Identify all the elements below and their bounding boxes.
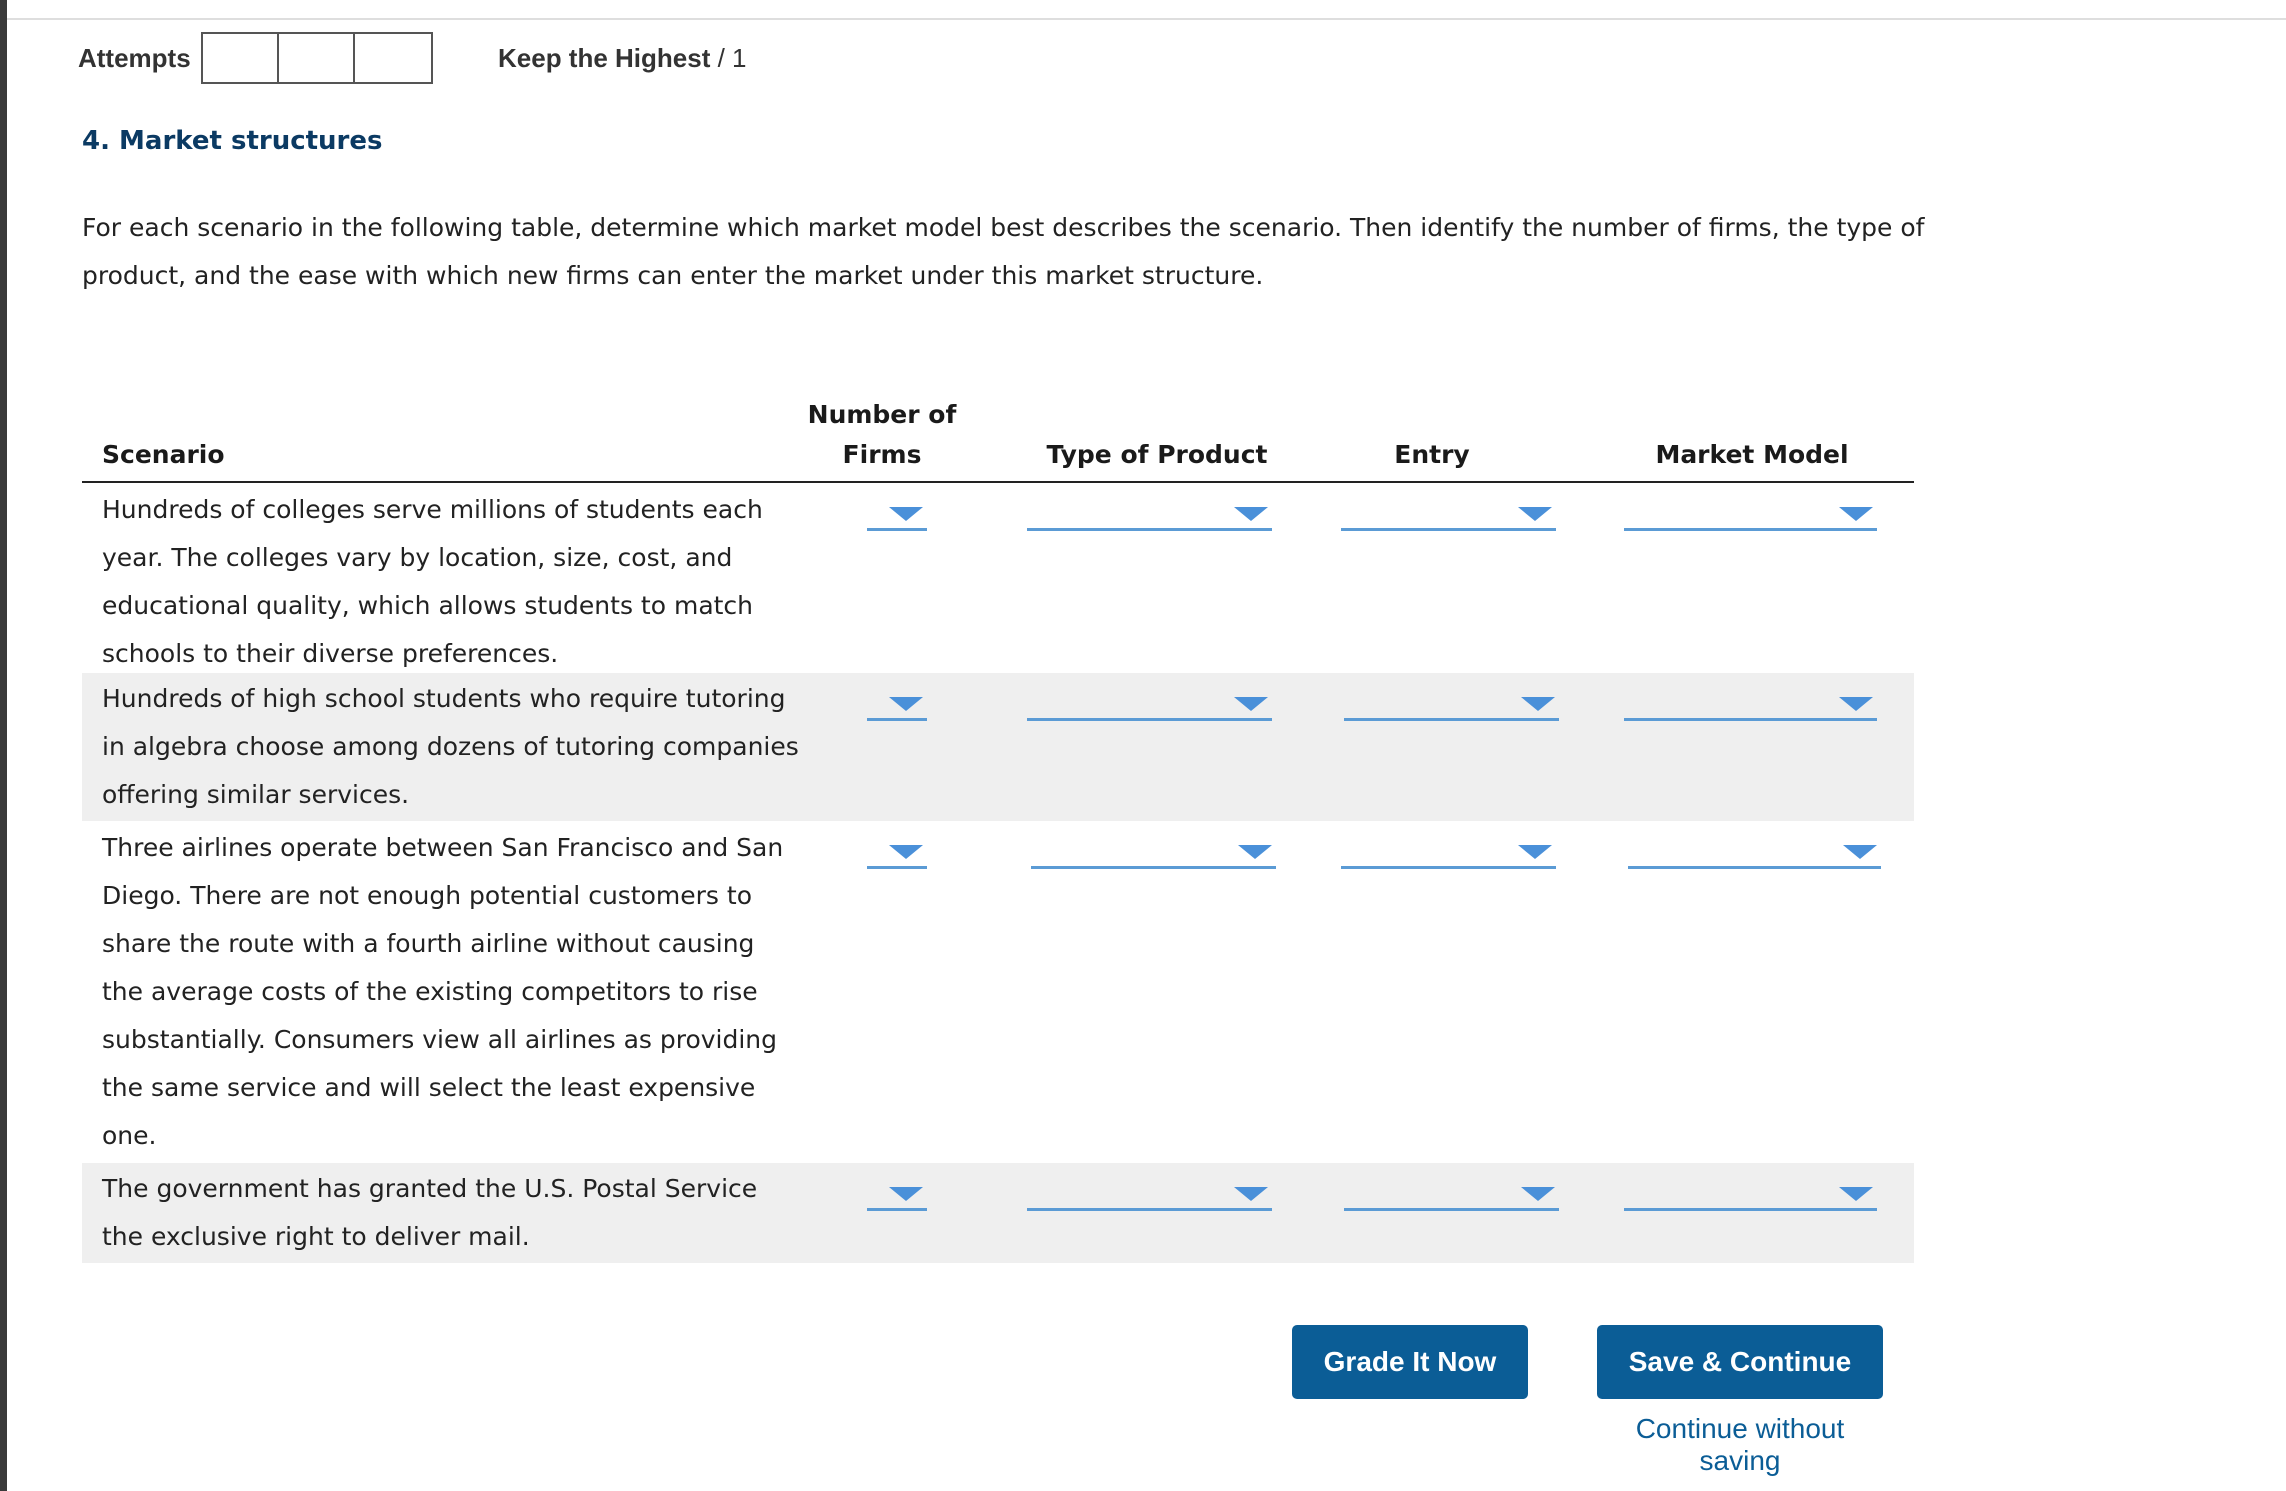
- chevron-down-icon: [1518, 507, 1552, 521]
- header-firms-line2: Firms: [842, 440, 922, 469]
- chevron-down-icon: [1839, 697, 1873, 711]
- product-dropdown[interactable]: [1031, 841, 1276, 869]
- table-row: [82, 821, 1914, 1163]
- scenario-text: Hundreds of high school students who require tutoring in algebra choose among dozens of tutoring companies offering similar services.: [102, 684, 799, 809]
- firms-dropdown[interactable]: [867, 503, 927, 531]
- entry-dropdown[interactable]: [1341, 503, 1556, 531]
- market-model-dropdown[interactable]: [1624, 503, 1877, 531]
- keep-highest-text: Keep the Highest: [498, 42, 711, 73]
- header-type-of-product: Type of Product: [1046, 440, 1268, 469]
- firms-dropdown[interactable]: [867, 841, 927, 869]
- question-title: 4. Market structures: [82, 126, 383, 156]
- header-entry: Entry: [1394, 440, 1470, 469]
- scenario-text: The government has granted the U.S. Postal Service the exclusive right to deliver mail.: [102, 1174, 758, 1251]
- product-dropdown[interactable]: [1027, 1183, 1272, 1211]
- chevron-down-icon: [1839, 507, 1873, 521]
- table-row: [82, 673, 1914, 821]
- table-header: [82, 395, 1914, 483]
- attempts-label: Attempts: [78, 42, 191, 73]
- attempts-row: [78, 32, 747, 84]
- chevron-down-icon: [1234, 507, 1268, 521]
- header-firms-line1: Number of: [807, 400, 957, 429]
- market-model-dropdown[interactable]: [1624, 1183, 1877, 1211]
- chevron-down-icon: [889, 1187, 923, 1201]
- chevron-down-icon: [1521, 1187, 1555, 1201]
- continue-without-saving-link[interactable]: Continue without saving: [1635, 1413, 1845, 1476]
- chevron-down-icon: [1518, 845, 1552, 859]
- scenario-text: Three airlines operate between San Francisco and San Diego. There are not enough potential customers to share the route with a fourth airline without causing the average costs of the existing competitors to rise substantially. Consumers view all airlines as providing the same service and will select the least expensive one.: [102, 833, 784, 1150]
- chevron-down-icon: [1234, 697, 1268, 711]
- firms-dropdown[interactable]: [867, 693, 927, 721]
- entry-dropdown[interactable]: [1344, 693, 1559, 721]
- product-dropdown[interactable]: [1027, 503, 1272, 531]
- header-scenario: Scenario: [102, 440, 225, 469]
- entry-dropdown[interactable]: [1341, 841, 1556, 869]
- keep-highest-label: [498, 43, 747, 74]
- header-market-model: Market Model: [1655, 440, 1849, 469]
- table-row: [82, 1163, 1914, 1263]
- attempt-boxes: [201, 32, 433, 84]
- attempt-box-1: [203, 34, 279, 82]
- keep-highest-count: / 1: [710, 42, 747, 73]
- market-model-dropdown[interactable]: [1624, 693, 1877, 721]
- chevron-down-icon: [889, 507, 923, 521]
- product-dropdown[interactable]: [1027, 693, 1272, 721]
- firms-dropdown[interactable]: [867, 1183, 927, 1211]
- chevron-down-icon: [1521, 697, 1555, 711]
- chevron-down-icon: [889, 845, 923, 859]
- left-edge-bar: [0, 0, 7, 1491]
- chevron-down-icon: [889, 697, 923, 711]
- question-instructions: For each scenario in the following table, determine which market model best describes the scenario. Then identify the number of firms, the type of product, and the ease with which new firms can enter the market under this market structure.: [82, 213, 1925, 290]
- chevron-down-icon: [1238, 845, 1272, 859]
- market-structures-table: [82, 395, 1914, 1263]
- table-row: [82, 483, 1914, 673]
- attempt-box-2: [279, 34, 355, 82]
- scenario-text: Hundreds of colleges serve millions of students each year. The colleges vary by location, size, cost, and educational quality, which allows students to match schools to their diverse preferences.: [102, 495, 763, 668]
- chevron-down-icon: [1839, 1187, 1873, 1201]
- market-model-dropdown[interactable]: [1628, 841, 1881, 869]
- attempt-box-3: [355, 34, 431, 82]
- chevron-down-icon: [1234, 1187, 1268, 1201]
- save-and-continue-button[interactable]: Save & Continue: [1597, 1325, 1883, 1399]
- entry-dropdown[interactable]: [1344, 1183, 1559, 1211]
- chevron-down-icon: [1843, 845, 1877, 859]
- grade-it-now-button[interactable]: Grade It Now: [1292, 1325, 1528, 1399]
- top-divider: [7, 18, 2286, 20]
- header-number-of-firms: [782, 395, 982, 475]
